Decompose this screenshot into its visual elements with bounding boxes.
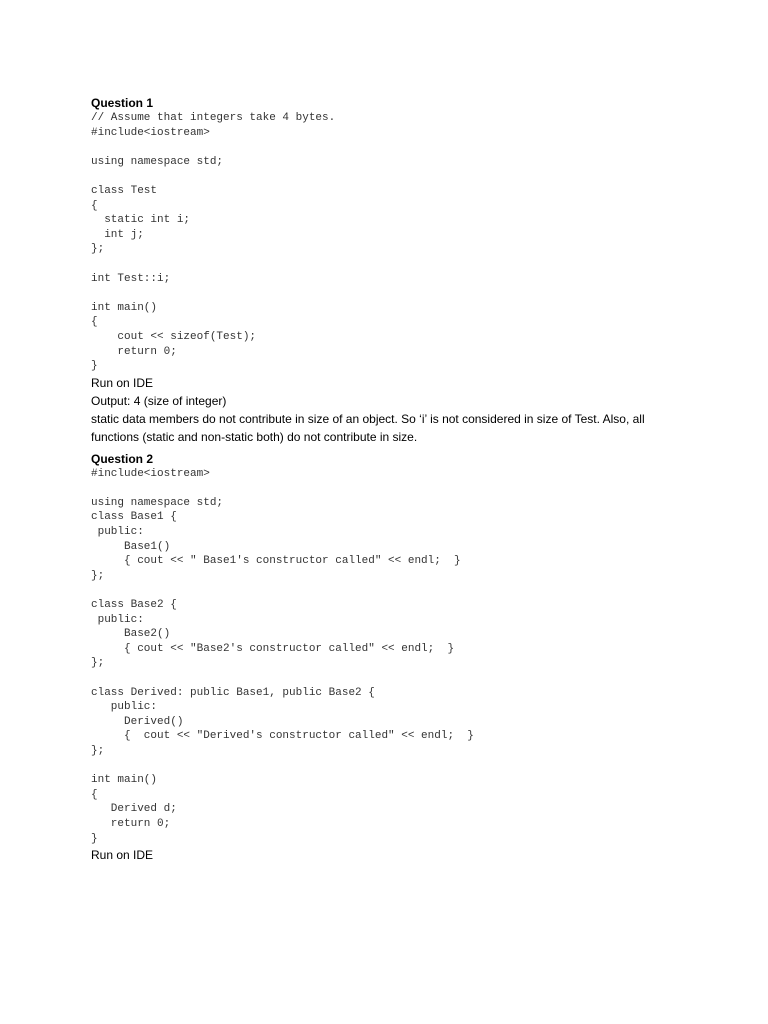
code-line: cout << sizeof(Test);	[91, 330, 257, 343]
code-line: Derived d;	[91, 803, 177, 816]
question-2	[91, 452, 691, 864]
document-page	[91, 96, 691, 864]
code-line: #include<iostream>	[91, 467, 210, 480]
question-1-output: Output: 4 (size of integer)	[91, 393, 227, 408]
code-line: using namespace std;	[91, 496, 224, 509]
question-1-explanation: static data members do not contribute in size of an object. So ‘i’ is not considered in size of Test. Also, all functions (static and non-static both) do not contribute in size.	[91, 411, 645, 444]
code-line	[91, 140, 691, 155]
code-line: int main()	[91, 774, 158, 787]
code-line: {	[91, 788, 98, 801]
code-line: Base1()	[91, 540, 171, 553]
code-line: {	[91, 199, 98, 212]
question-1	[91, 96, 691, 446]
code-line: { cout << "Derived's constructor called" << endl; }	[91, 730, 474, 743]
code-line: }	[91, 360, 98, 373]
code-line: class Base1 {	[91, 511, 177, 524]
code-line	[91, 583, 691, 598]
question-2-run-on-ide-link[interactable]: Run on IDE	[91, 848, 154, 863]
code-line: }	[91, 832, 98, 845]
code-line: class Test	[91, 184, 158, 197]
code-line: using namespace std;	[91, 155, 224, 168]
code-line: #include<iostream>	[91, 126, 210, 139]
code-line	[91, 671, 691, 686]
question-2-code-block	[91, 467, 691, 846]
code-line: };	[91, 744, 105, 757]
code-line: int Test::i;	[91, 272, 171, 285]
question-2-title: Question 2	[91, 451, 154, 466]
question-1-title: Question 1	[91, 96, 154, 110]
code-line: public:	[91, 701, 158, 714]
code-line: Base2()	[91, 628, 171, 641]
code-line: class Derived: public Base1, public Base2 {	[91, 686, 375, 699]
code-line: return 0;	[91, 345, 177, 358]
code-line: public:	[91, 613, 144, 626]
code-line: };	[91, 569, 105, 582]
code-line: { cout << " Base1's constructor called" << endl; }	[91, 555, 461, 568]
code-line	[91, 169, 691, 184]
code-line	[91, 286, 691, 301]
question-1-code-block	[91, 111, 691, 374]
code-line: return 0;	[91, 817, 171, 830]
code-line: };	[91, 657, 105, 670]
question-1-run-on-ide-link[interactable]: Run on IDE	[91, 375, 154, 390]
code-line: int main()	[91, 301, 158, 314]
code-line	[91, 759, 691, 774]
code-line: static int i;	[91, 214, 191, 227]
code-line: // Assume that integers take 4 bytes.	[91, 112, 336, 124]
code-line	[91, 481, 691, 496]
code-line	[91, 257, 691, 272]
code-line: int j;	[91, 228, 144, 241]
code-line: class Base2 {	[91, 599, 177, 612]
code-line: { cout << "Base2's constructor called" << endl; }	[91, 642, 455, 655]
code-line: Derived()	[91, 715, 184, 728]
code-line: };	[91, 243, 105, 256]
code-line: public:	[91, 526, 144, 539]
code-line: {	[91, 316, 98, 329]
